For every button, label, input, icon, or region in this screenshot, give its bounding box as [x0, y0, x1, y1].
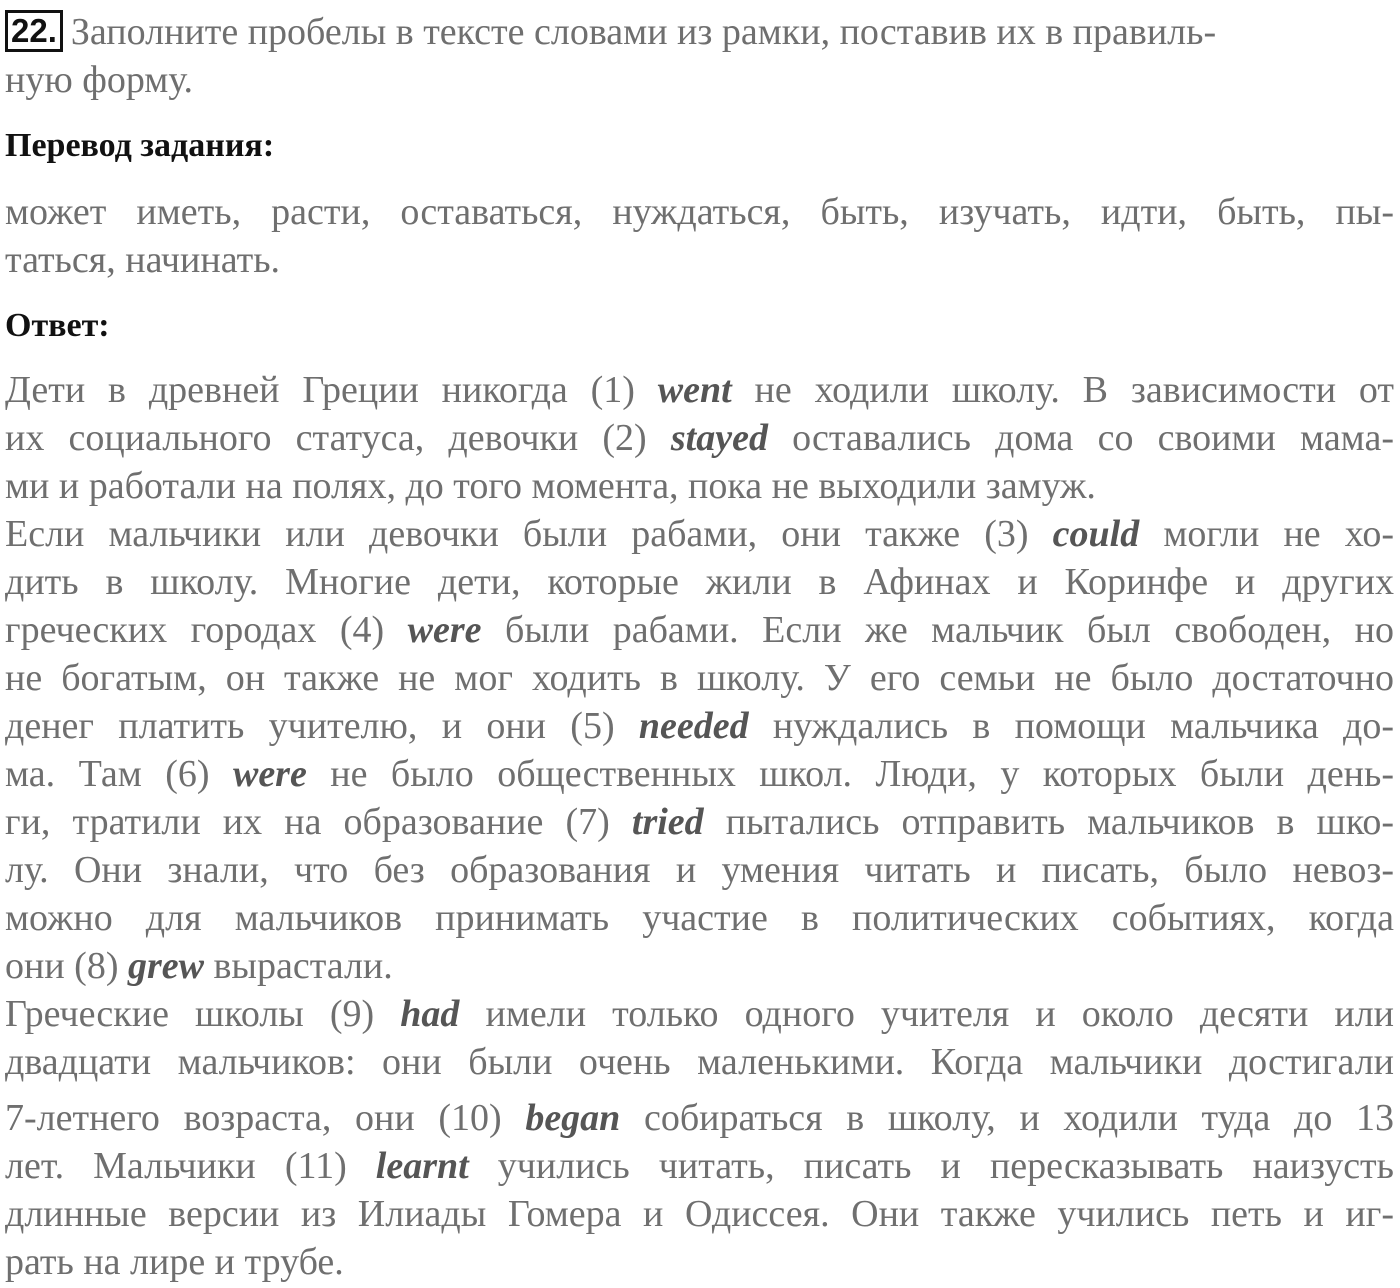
- answer-word: stayed: [670, 417, 768, 459]
- answer-text-segment: ги, тратили их на образование (7): [5, 801, 632, 843]
- answer-word: learnt: [375, 1145, 469, 1187]
- answer-text-segment: они (8): [5, 945, 128, 987]
- answer-text-segment: имели только одного учителя и около десяти или: [459, 993, 1394, 1035]
- answer-text-segment: ми и работали на полях, до того момента, пока не выходили замуж.: [5, 465, 1096, 507]
- answer-word: went: [657, 369, 732, 411]
- translation-heading: Перевод задания:: [5, 127, 275, 164]
- answer-text-segment: ма. Там (6): [5, 753, 233, 795]
- task-number: 22.: [5, 10, 63, 52]
- answer-text-segment: денег платить учителю, и они (5): [5, 705, 639, 747]
- answer-line: [5, 462, 1394, 510]
- answer-word: began: [525, 1097, 621, 1139]
- answer-text-segment: можно для мальчиков принимать участие в политических событиях, когда: [5, 897, 1394, 939]
- answer-text-segment: лет. Мальчики (11): [5, 1145, 376, 1187]
- translation-line-2: таться, начинать.: [5, 239, 281, 281]
- answer-line: [5, 654, 1394, 702]
- answer-line: [5, 1190, 1394, 1238]
- answer-text-segment: рать на лире и трубе.: [5, 1241, 344, 1283]
- answer-word: could: [1052, 513, 1140, 555]
- answer-text-segment: вырастали.: [203, 945, 393, 987]
- answer-text-segment: Если мальчики или девочки были рабами, они также (3): [5, 513, 1053, 555]
- answer-text-segment: Дети в древней Греции никогда (1): [5, 369, 658, 411]
- task-line-1: [5, 8, 1394, 56]
- answer-word: had: [400, 993, 460, 1035]
- answer-text-segment: не богатым, он также не мог ходить в школу. У его семьи не было достаточно: [5, 657, 1394, 699]
- answer-text-segment: греческих городах (4): [5, 609, 408, 651]
- task-text-2: ную форму.: [5, 59, 194, 101]
- answer-line: [5, 558, 1394, 606]
- answer-text-segment: Греческие школы (9): [5, 993, 401, 1035]
- answer-text-segment: пытались отправить мальчиков в шко-: [703, 801, 1395, 843]
- answer-text-segment: дить в школу. Многие дети, которые жили в Афинах и Коринфе и других: [5, 561, 1394, 603]
- answer-word: were: [232, 753, 307, 795]
- answer-text-segment: были рабами. Если же мальчик был свободен, но: [481, 609, 1394, 651]
- answer-text-segment: не ходили школу. В зависимости от: [731, 369, 1394, 411]
- answer-text-segment: оставались дома со своими мама-: [767, 417, 1394, 459]
- answer-word: were: [407, 609, 482, 651]
- answer-line: [5, 942, 1394, 990]
- answer-text-segment: собираться в школу, и ходили туда до 13: [620, 1097, 1394, 1139]
- answer-line: [5, 510, 1394, 558]
- answer-word: needed: [638, 705, 749, 747]
- answer-text-segment: двадцати мальчиков: они были очень маленькими. Когда мальчики достигали: [5, 1041, 1394, 1083]
- answer-line: [5, 606, 1394, 654]
- answer-text-segment: лу. Они знали, что без образования и умения читать и писать, было невоз-: [5, 849, 1394, 891]
- answer-word: tried: [631, 801, 704, 843]
- task-line-2: [5, 56, 1394, 104]
- answer-line: [5, 1038, 1394, 1086]
- answer-line: [5, 1094, 1394, 1142]
- answer-line: [5, 750, 1394, 798]
- answer-text-segment: длинные версии из Илиады Гомера и Одиссея. Они также учились петь и иг-: [5, 1193, 1394, 1235]
- answer-text-segment: их социального статуса, девочки (2): [5, 417, 671, 459]
- answer-text-segment: нуждались в помощи мальчика до-: [748, 705, 1394, 747]
- answer-text-segment: могли не хо-: [1139, 513, 1394, 555]
- answer-line: [5, 1238, 1394, 1286]
- translation-line-1: может иметь, расти, оставаться, нуждаться, быть, изучать, идти, быть, пы-: [5, 191, 1394, 233]
- answer-line: [5, 798, 1394, 846]
- answer-text-segment: учились читать, писать и пересказывать наизусть: [468, 1145, 1394, 1187]
- answer-heading: Ответ:: [5, 307, 110, 344]
- answer-line: [5, 846, 1394, 894]
- answer-line: [5, 366, 1394, 414]
- answer-text-segment: 7-летнего возраста, они (10): [5, 1097, 526, 1139]
- answer-text-segment: не было общественных школ. Люди, у которых были день-: [306, 753, 1395, 795]
- answer-word: grew: [127, 945, 204, 987]
- task-text-1: Заполните пробелы в тексте словами из рамки, поставив их в правиль-: [70, 11, 1217, 53]
- answer-line: [5, 894, 1394, 942]
- answer-line: [5, 1142, 1394, 1190]
- answer-line: [5, 990, 1394, 1038]
- answer-line: [5, 414, 1394, 462]
- answer-line: [5, 702, 1394, 750]
